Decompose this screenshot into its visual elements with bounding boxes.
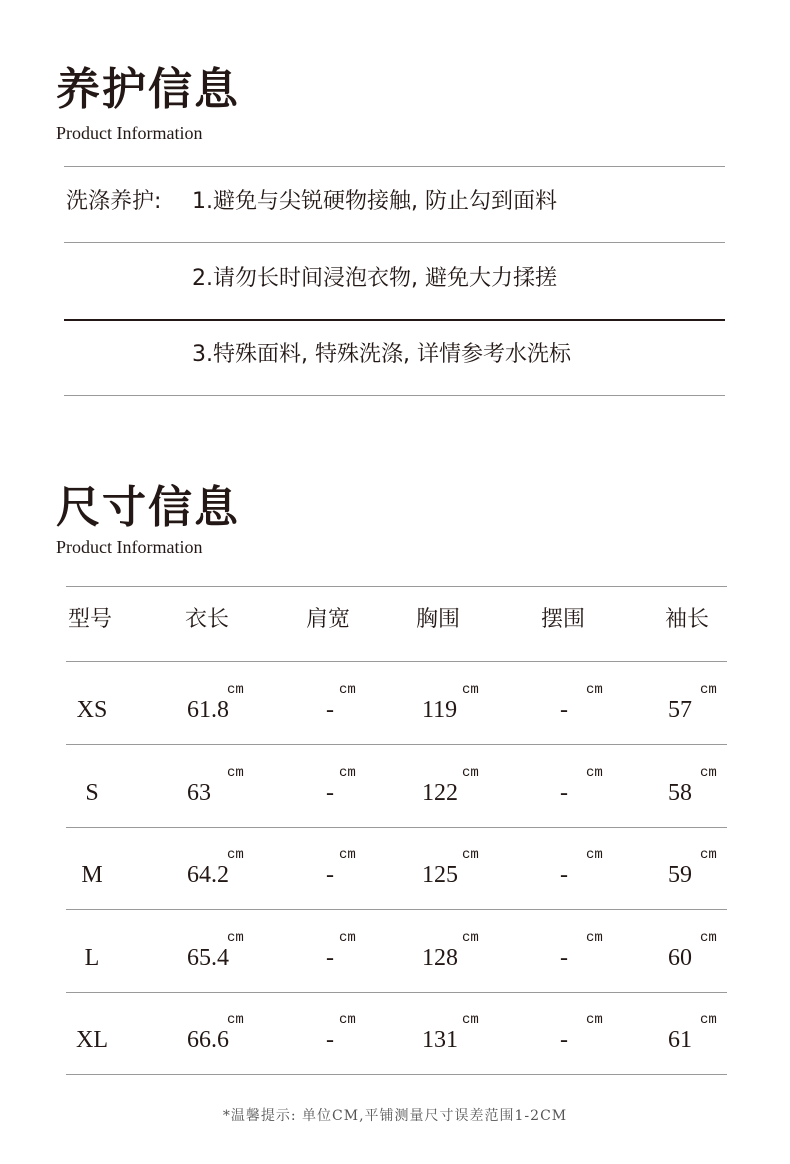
cell-shoulder: - xyxy=(326,780,334,806)
table-divider xyxy=(66,744,727,745)
cell-chest: 128 xyxy=(422,945,458,971)
column-header: 衣长 xyxy=(185,607,230,632)
column-header: 型号 xyxy=(68,607,113,632)
cell-chest: 122 xyxy=(422,780,458,806)
cell-chest: 119 xyxy=(422,697,458,723)
table-divider xyxy=(66,661,727,662)
table-divider xyxy=(66,586,727,587)
unit-label: cm xyxy=(700,682,717,698)
unit-label: cm xyxy=(227,682,244,698)
cell-shoulder: - xyxy=(326,945,334,971)
size-label: S xyxy=(85,780,99,806)
unit-label: cm xyxy=(339,1012,356,1028)
column-header: 肩宽 xyxy=(306,607,351,632)
unit-label: cm xyxy=(227,1012,244,1028)
unit-label: cm xyxy=(339,847,356,863)
unit-label: cm xyxy=(700,930,717,946)
unit-label: cm xyxy=(586,1012,603,1028)
cell-chest: 125 xyxy=(422,862,458,888)
unit-label: cm xyxy=(462,765,479,781)
unit-label: cm xyxy=(462,930,479,946)
unit-label: cm xyxy=(339,930,356,946)
care-label: 洗涤养护: xyxy=(66,189,162,214)
cell-shoulder: - xyxy=(326,1027,334,1053)
unit-label: cm xyxy=(227,765,244,781)
cell-sleeve: 57 xyxy=(668,697,692,723)
unit-label: cm xyxy=(700,765,717,781)
size-label: L xyxy=(84,945,100,971)
unit-label: cm xyxy=(586,682,603,698)
unit-label: cm xyxy=(339,765,356,781)
cell-hem: - xyxy=(560,945,568,971)
unit-label: cm xyxy=(339,682,356,698)
unit-label: cm xyxy=(586,930,603,946)
care-title: 养护信息 xyxy=(56,64,240,115)
care-subtitle: Product Information xyxy=(56,123,203,143)
divider xyxy=(64,242,725,243)
size-label: M xyxy=(81,862,103,888)
divider xyxy=(64,319,725,321)
unit-label: cm xyxy=(700,847,717,863)
cell-length: 61.8 xyxy=(187,697,229,723)
cell-sleeve: 59 xyxy=(668,862,692,888)
size-label: XS xyxy=(76,697,108,723)
size-subtitle: Product Information xyxy=(56,537,203,557)
column-header: 摆围 xyxy=(541,607,586,632)
care-item: 1.避免与尖锐硬物接触, 防止勾到面料 xyxy=(192,189,557,214)
unit-label: cm xyxy=(227,847,244,863)
cell-hem: - xyxy=(560,780,568,806)
table-divider xyxy=(66,1074,727,1075)
unit-label: cm xyxy=(700,1012,717,1028)
cell-chest: 131 xyxy=(422,1027,458,1053)
cell-length: 66.6 xyxy=(187,1027,229,1053)
divider xyxy=(64,395,725,396)
table-divider xyxy=(66,909,727,910)
cell-shoulder: - xyxy=(326,697,334,723)
cell-hem: - xyxy=(560,697,568,723)
cell-sleeve: 58 xyxy=(668,780,692,806)
divider xyxy=(64,166,725,167)
cell-sleeve: 61 xyxy=(668,1027,692,1053)
cell-sleeve: 60 xyxy=(668,945,692,971)
unit-label: cm xyxy=(462,682,479,698)
size-title: 尺寸信息 xyxy=(56,482,240,533)
unit-label: cm xyxy=(462,1012,479,1028)
unit-label: cm xyxy=(462,847,479,863)
column-header: 胸围 xyxy=(416,607,461,632)
unit-label: cm xyxy=(227,930,244,946)
cell-hem: - xyxy=(560,862,568,888)
unit-label: cm xyxy=(586,847,603,863)
unit-label: cm xyxy=(586,765,603,781)
care-item: 3.特殊面料, 特殊洗涤, 详情参考水洗标 xyxy=(192,342,571,367)
table-divider xyxy=(66,992,727,993)
cell-shoulder: - xyxy=(326,862,334,888)
column-header: 袖长 xyxy=(665,607,710,632)
cell-length: 64.2 xyxy=(187,862,229,888)
size-label: XL xyxy=(76,1027,108,1053)
cell-length: 63 xyxy=(187,780,211,806)
care-item: 2.请勿长时间浸泡衣物, 避免大力揉搓 xyxy=(192,266,557,291)
cell-hem: - xyxy=(560,1027,568,1053)
size-note: *温馨提示: 单位CM,平铺测量尺寸误差范围1-2CM xyxy=(222,1108,568,1124)
table-divider xyxy=(66,827,727,828)
cell-length: 65.4 xyxy=(187,945,229,971)
